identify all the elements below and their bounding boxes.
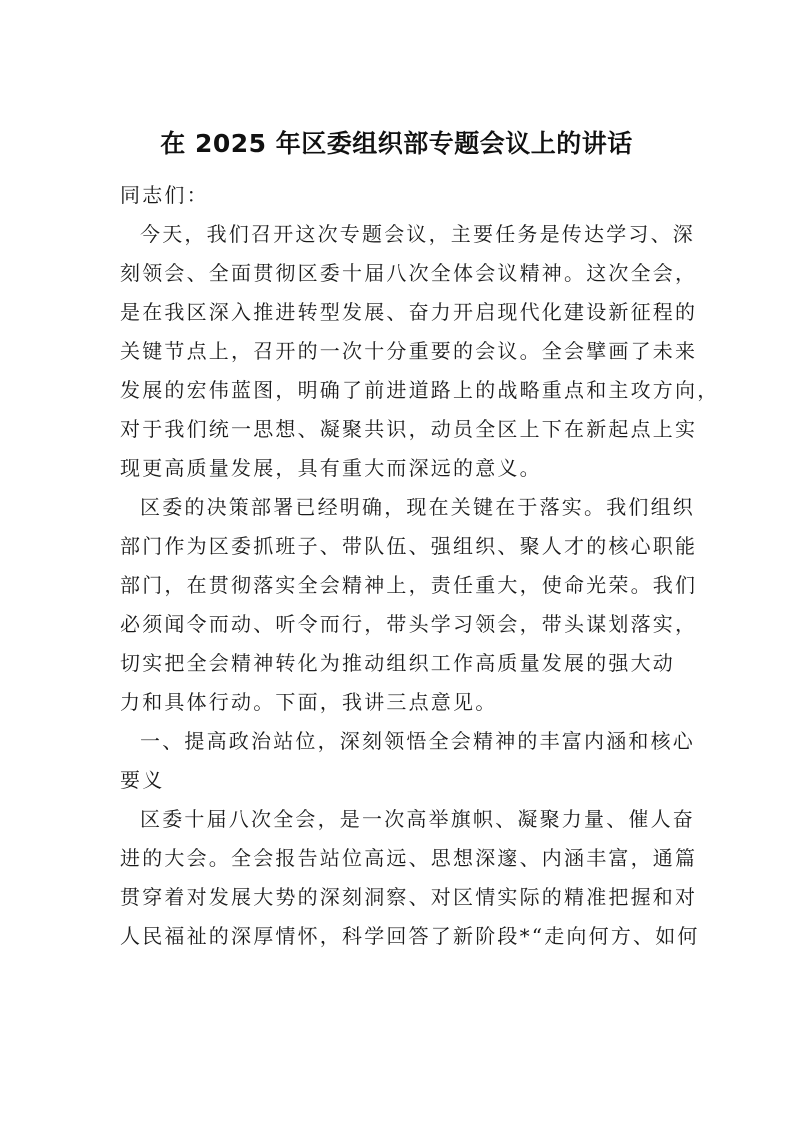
paragraph-line: 现更高质量发展，具有重大而深远的意义。 <box>120 456 542 480</box>
paragraph-line: 力和具体行动。下面，我讲三点意见。 <box>120 690 498 714</box>
paragraph-line: 是在我区深入推进转型发展、奋力开启现代化建设新征程的 <box>120 300 698 324</box>
salutation-line: 同志们： <box>120 183 209 207</box>
paragraph-line: 贯穿着对发展大势的深刻洞察、对区情实际的精准把握和对 <box>120 885 698 909</box>
salutation <box>120 176 688 215</box>
paragraph-line: 部门作为区委抓班子、带队伍、强组织、聚人才的核心职能 <box>120 534 698 558</box>
paragraph-3 <box>120 800 700 956</box>
paragraph-line: 切实把全会精神转化为推动组织工作高质量发展的强大动 <box>120 651 675 675</box>
section-heading-1 <box>120 722 695 800</box>
paragraph-line: 必须闻令而动、听令而行，带头学习领会，带头谋划落实， <box>120 612 698 636</box>
paragraph-line: 刻领会、全面贯彻区委十届八次全体会议精神。这次全会， <box>120 261 698 285</box>
section-heading-line: 要义 <box>120 768 165 792</box>
document-body <box>120 176 720 956</box>
paragraph-line: 发展的宏伟蓝图，明确了前进道路上的战略重点和主攻方向， <box>120 378 720 402</box>
paragraph-line: 对于我们统一思想、凝聚共识，动员全区上下在新起点上实 <box>120 417 698 441</box>
paragraph-line: 今天，我们召开这次专题会议，主要任务是传达学习、深 <box>140 222 695 246</box>
paragraph-line: 进的大会。全会报告站位高远、思想深邃、内涵丰富，通篇 <box>120 846 698 870</box>
document-title: 在 2025 年区委组织部专题会议上的讲话 <box>160 129 633 158</box>
paragraph-2 <box>120 488 698 722</box>
paragraph-line: 人民福祉的深厚情怀，科学回答了新阶段*“走向何方、如何 <box>120 924 700 948</box>
paragraph-line: 关键节点上，召开的一次十分重要的会议。全会擘画了未来 <box>120 339 698 363</box>
paragraph-line: 区委十届八次全会，是一次高举旗帜、凝聚力量、催人奋 <box>140 807 695 831</box>
paragraph-line: 区委的决策部署已经明确，现在关键在于落实。我们组织 <box>140 495 695 519</box>
section-heading-line: 一、提高政治站位，深刻领悟全会精神的丰富内涵和核心 <box>140 729 695 753</box>
paragraph-1 <box>120 215 720 488</box>
paragraph-line: 部门，在贯彻落实全会精神上，责任重大，使命光荣。我们 <box>120 573 698 597</box>
